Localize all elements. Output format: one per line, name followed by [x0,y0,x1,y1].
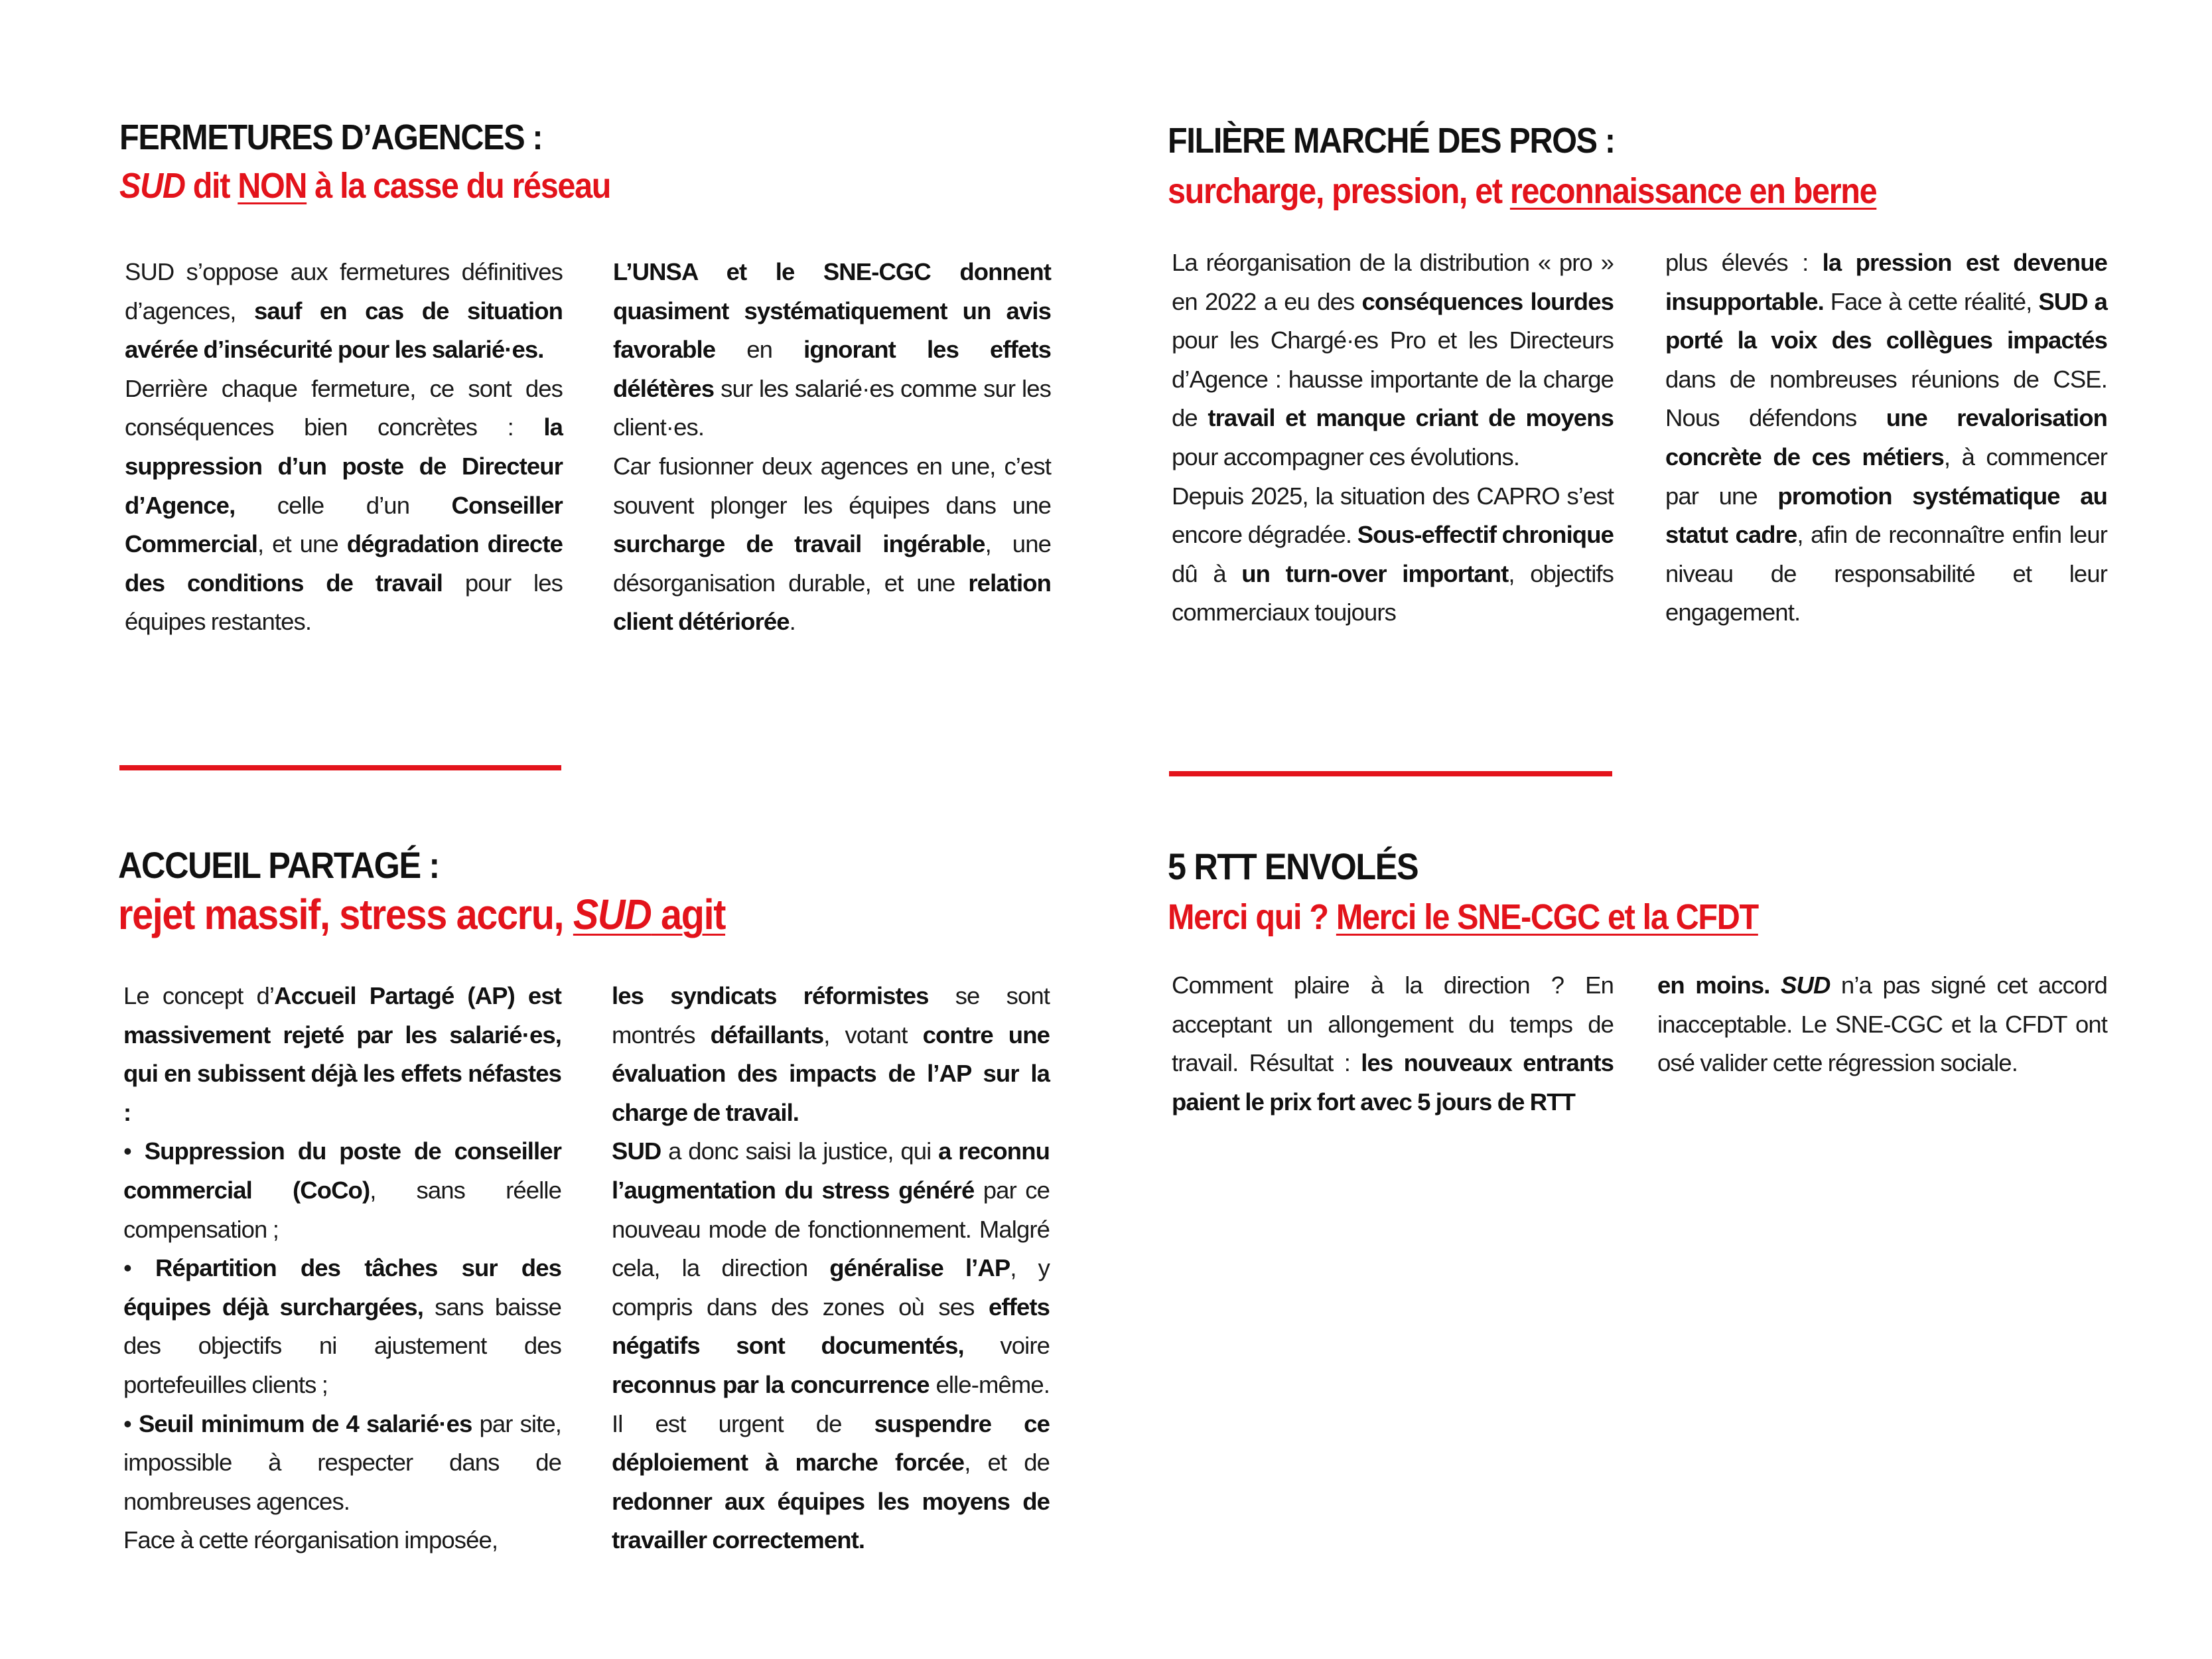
bold-run: a reconnu l’augmentation du stress généré [612,1137,1050,1204]
text-run: Depuis 2025, la situation des CAPRO s’est encore dégradée. [1172,482,1614,549]
bold-run: Répartition des tâches sur des équipes déjà surchargées, [123,1254,561,1321]
text-run: , à commencer par une [1665,443,2107,510]
bold-run: SUD a porté la voix des collègues impactés [1665,287,2107,354]
bold-run: les nouveaux entrants paient le prix fort avec 5 jours de RTT [1172,1049,1614,1116]
text-run: , et de [964,1449,1050,1477]
paragraph [125,253,563,370]
text-run: celle d’un [235,491,452,519]
rtt-subtitle [1168,896,1758,938]
text-run: sur les salarié·es comme sur les client·es. [613,374,1051,441]
text-run: par ce nouveau mode de fonctionnement. Malgré cela, la direction [612,1176,1050,1282]
bold-run: un turn-over important [1241,559,1509,587]
paragraph [123,1249,561,1404]
bold-run: L’UNSA et le SNE-CGC donnent quasiment systématiquement un avis favorable [613,258,1051,364]
text-run: Car fusionner deux agences en une, c’est souvent plonger les équipes dans une [613,452,1051,519]
rtt-column-2 [1657,966,2107,1083]
bold-run: dégradation directe des conditions de travail [125,530,563,597]
paragraph [123,1521,561,1560]
text-run: • [123,1137,145,1165]
bold-run: relation client détériorée [613,569,1051,636]
text-run: • [123,1409,139,1437]
text-run: pour accompagner ces évolutions. [1172,443,1520,470]
text-run: par site, impossible à respecter dans de nombreuses agences. [123,1409,562,1515]
filiere-subtitle [1168,170,1876,212]
accueil-column-1 [123,977,561,1560]
fermetures-title: FERMETURES D’AGENCES : [119,117,543,157]
rtt-subtitle-part-a: Merci qui ? [1168,897,1336,937]
text-run: dû à [1172,559,1242,587]
accueil-subtitle-sud: SUD [573,891,652,938]
bold-run: surcharge de travail ingérable [613,530,985,558]
bold-run: reconnus par la concurrence [612,1370,930,1398]
bold-run: promotion systématique au statut cadre [1665,482,2107,549]
text-run: , sans réelle compensation ; [123,1176,561,1243]
bold-run: Accueil Partagé (AP) est massivement rejeté par les salarié·es, qui en subissent déjà les effets néfastes : [123,982,561,1126]
bold-run: suspendre ce déploiement à marche forcée [612,1409,1050,1477]
fermetures-subtitle-part-b: à la casse du réseau [307,166,611,206]
paragraph [123,1132,561,1249]
rtt-title: 5 RTT ENVOLÉS [1168,845,1418,887]
text-run: . [789,608,795,636]
accueil-column-2 [612,977,1050,1560]
text-run: n’a pas signé cet accord inacceptable. Le SNE-CGC et la CFDT ont osé valider cette régression sociale. [1657,972,2108,1077]
text-run: a donc saisi la justice, qui [661,1137,939,1165]
text-run: voire [963,1332,1050,1360]
paragraph [1665,244,2107,632]
bold-run: en moins. [1657,972,1770,999]
text-run: Face à cette réorganisation imposée, [123,1526,498,1554]
paragraph [1172,966,1614,1121]
bold-run: SUD [612,1137,661,1165]
fermetures-column-2 [613,253,1051,642]
fermetures-column-1 [125,253,563,642]
filiere-subtitle-underlined: reconnaissance en berne [1509,171,1877,211]
accueil-title: ACCUEIL PARTAGÉ : [118,844,439,886]
rtt-subtitle-underlined: Merci le SNE-CGC et la CFDT [1336,897,1758,937]
bold-run: la suppression d’un poste de Directeur d’Agence, [125,413,563,519]
bold-run: travail et manque criant de moyens [1208,404,1614,432]
text-run [1770,972,1781,999]
text-run: , et une [257,530,347,558]
accueil-subtitle-part-b: agit [651,891,726,938]
text-run: Derrière chaque fermeture, ce sont des conséquences bien concrètes : [125,374,563,441]
filiere-subtitle-part-a: surcharge, pression, et [1168,171,1510,211]
bold-run: généralise l’AP [829,1254,1010,1282]
bold-run: SUD [1781,972,1831,999]
text-run: Face à cette réalité, [1823,287,2039,315]
bold-run: conséquences lourdes [1361,287,1614,315]
paragraph [125,370,563,642]
filiere-column-2 [1665,244,2107,632]
bold-run: sauf en cas de situation avérée d’insécurité pour les salarié·es. [125,297,563,364]
text-run: • [123,1254,156,1282]
bold-run: ignorant les effets délétères [613,336,1051,402]
text-run: , y compris dans des zones où ses [612,1254,1050,1321]
fermetures-divider [119,765,561,770]
paragraph [1172,244,1614,477]
text-run: plus élevés : [1665,249,1823,276]
filiere-divider [1169,771,1612,776]
fermetures-subtitle [119,165,610,207]
text-run: pour les Chargé·es Pro et les Directeurs d’Agence : hausse importante de la charge de [1172,326,1614,432]
text-run: , afin de reconnaître enfin leur niveau de responsabilité et leur engagement. [1665,521,2107,626]
bold-run: effets négatifs sont documentés, [612,1293,1050,1360]
text-run: , une désorganisation durable, et une [613,530,1051,597]
fermetures-subtitle-part-a: dit [184,166,238,206]
text-run: pour les équipes restantes. [125,569,563,636]
paragraph [612,977,1050,1132]
paragraph [613,253,1051,447]
bold-run: redonner aux équipes les moyens de travailler correctement. [612,1487,1050,1554]
rtt-column-1 [1172,966,1614,1121]
paragraph [1172,477,1614,632]
accueil-subtitle [118,889,725,940]
paragraph [1657,966,2107,1083]
text-run: Comment plaire à la direction ? En acceptant un allongement du temps de travail. Résultat : [1172,972,1614,1077]
filiere-title: FILIÈRE MARCHÉ DES PROS : [1168,121,1615,161]
bold-run: une revalorisation concrète de ces métiers [1665,404,2107,470]
text-run: La réorganisation de la distribution « pro » en 2022 a eu des [1172,249,1614,315]
bold-run: Sous-effectif chronique [1357,521,1614,549]
bold-run: Seuil minimum de 4 salarié·es [138,1409,472,1437]
text-run: elle-même. Il est urgent de [612,1370,1050,1437]
text-run: dans de nombreuses réunions de CSE. Nous défendons [1665,365,2107,432]
text-run: Le concept d’ [123,982,275,1009]
bold-run: contre une évaluation des impacts de l’AP sur la charge de travail. [612,1021,1050,1126]
text-run: en [715,336,804,364]
filiere-column-1 [1172,244,1614,632]
paragraph [123,977,561,1132]
bold-run: défaillants [710,1021,824,1048]
bold-run: Conseiller Commercial [125,491,563,558]
bold-run: la pression est devenue insupportable. [1665,249,2107,315]
bold-run: Suppression du poste de conseiller commercial (CoCo) [123,1137,561,1204]
fermetures-subtitle-sud: SUD [119,166,185,206]
text-run: , votant [823,1021,923,1048]
paragraph [612,1132,1050,1560]
accueil-subtitle-part-a: rejet massif, stress accru, [118,891,573,938]
paragraph [613,447,1051,642]
text-run: , objectifs commerciaux toujours [1172,559,1614,626]
fermetures-subtitle-non: NON [238,166,307,206]
bold-run: les syndicats réformistes [612,982,929,1009]
text-run: SUD s’oppose aux fermetures définitives d’agences, [125,258,563,325]
text-run: sans baisse des objectifs ni ajustement des portefeuilles clients ; [123,1293,562,1398]
text-run: se sont montrés [612,982,1050,1048]
paragraph [123,1405,561,1522]
